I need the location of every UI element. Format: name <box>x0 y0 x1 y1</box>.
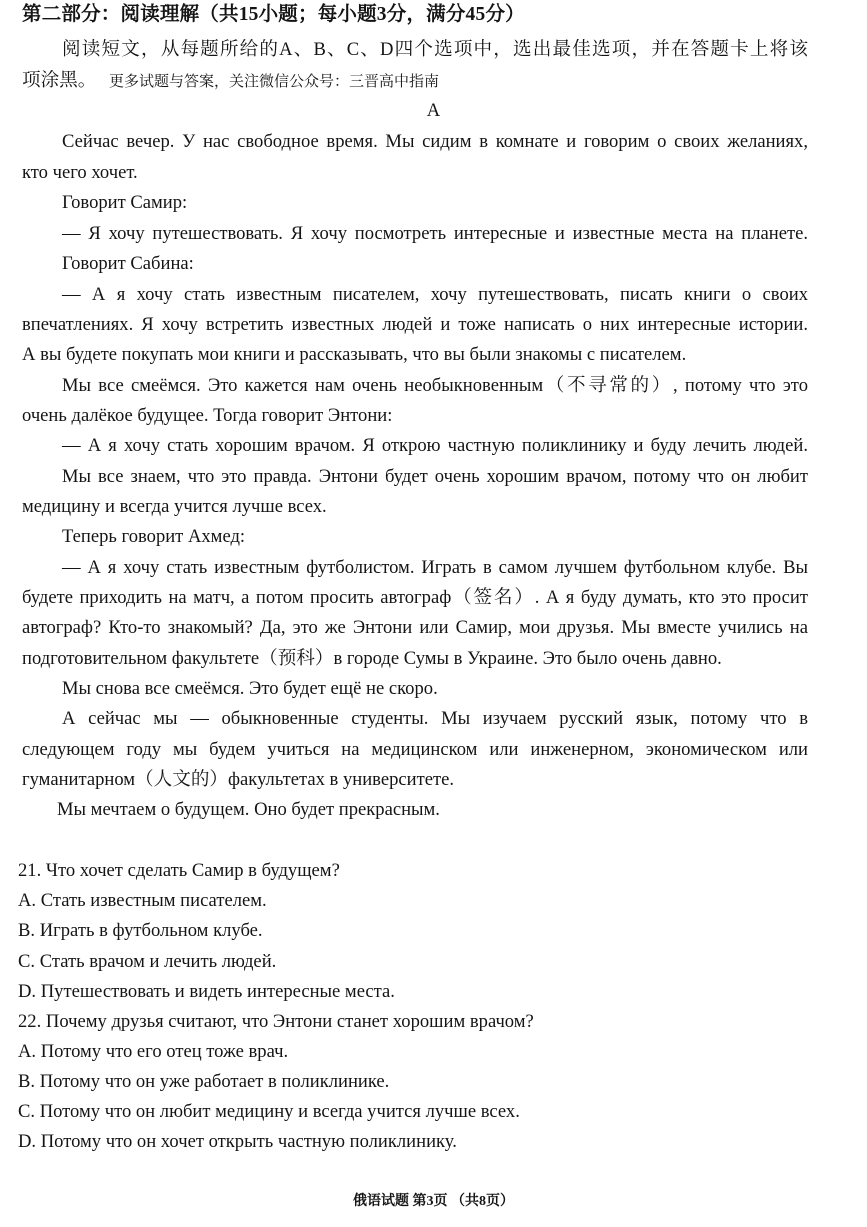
passage-line: следующем году мы будем учиться на медицинском или инженерном, экономическом или <box>22 739 808 760</box>
question-22-option-b: B. Потому что он уже работает в поликлинике. <box>18 1071 390 1092</box>
section-heading: 第二部分：阅读理解（共15小题；每小题3分，满分45分） <box>22 4 525 25</box>
passage-line: гуманитарном（人文的）факультетах в университете. <box>22 769 454 790</box>
question-21-option-d: D. Путешествовать и видеть интересные места. <box>18 981 395 1002</box>
question-22-option-a: A. Потому что его отец тоже врач. <box>18 1041 289 1062</box>
passage-line: Теперь говорит Ахмед: <box>62 526 246 547</box>
question-22-option-c: C. Потому что он любит медицину и всегда учится лучше всех. <box>18 1101 520 1122</box>
question-21-option-b: B. Играть в футбольном клубе. <box>18 920 263 941</box>
instruction-line-2 <box>22 69 439 94</box>
passage-line: Говорит Самир: <box>62 192 188 213</box>
page-footer: 俄语试题 第3页 （共8页） <box>353 1194 514 1209</box>
passage-line: А сейчас мы — обыкновенные студенты. Мы изучаем русский язык, потому что в <box>62 708 808 729</box>
passage-line: очень далёкое будущее. Тогда говорит Энтони: <box>22 405 393 426</box>
question-21-stem: 21. Что хочет сделать Самир в будущем? <box>18 860 340 881</box>
passage-line: — А я хочу стать известным футболистом. Играть в самом лучшем футбольном клубе. Вы <box>62 557 808 578</box>
promo-note: 更多试题与答案，关注微信公众号：三晋高中指南 <box>109 74 440 90</box>
passage-line: автограф? Кто-то знакомый? Да, это же Энтони или Самир, мои друзья. Мы вместе учились на <box>22 617 808 638</box>
passage-line: — А я хочу стать хорошим врачом. Я открою частную поликлинику и буду лечить людей. <box>62 435 808 456</box>
passage-line: Мы все знаем, что это правда. Энтони будет очень хорошим врачом, потому что он любит <box>62 466 808 487</box>
passage-line: — Я хочу путешествовать. Я хочу посмотреть интересные и известные места на планете. <box>62 223 808 244</box>
instruction-end: 项涂黑。 <box>22 70 97 91</box>
passage-label: A <box>426 100 441 121</box>
question-21-option-a: A. Стать известным писателем. <box>18 890 267 911</box>
passage-line: — А я хочу стать известным писателем, хочу путешествовать, писать книги о своих <box>62 284 808 305</box>
passage-line: кто чего хочет. <box>22 162 138 183</box>
passage-line: Говорит Сабина: <box>62 253 194 274</box>
instruction-line-1: 阅读短文，从每题所给的A、B、C、D四个选项中，选出最佳选项，并在答题卡上将该 <box>62 39 808 60</box>
passage-line: подготовительном факультете（预科）в городе Сумы в Украине. Это было очень давно. <box>22 648 722 669</box>
passage-line: Мы снова все смеёмся. Это будет ещё не скоро. <box>62 678 438 699</box>
passage-line: Мы мечтаем о будущем. Оно будет прекрасным. <box>57 799 440 820</box>
passage-line: впечатлениях. Я хочу встретить известных людей и тоже написать о них интересные истории. <box>22 314 808 335</box>
question-22-stem: 22. Почему друзья считают, что Энтони станет хорошим врачом? <box>18 1011 534 1032</box>
passage-line: Сейчас вечер. У нас свободное время. Мы сидим в комнате и говорим о своих желаниях, <box>62 131 808 152</box>
passage-line: будете приходить на матч, а потом просить автограф（签名）. А я буду думать, кто это просит <box>22 587 808 608</box>
passage-line: Мы все смеёмся. Это кажется нам очень необыкновенным（不寻常的）, потому что это <box>62 375 808 396</box>
question-22-option-d: D. Потому что он хочет открыть частную поликлинику. <box>18 1131 457 1152</box>
question-21-option-c: C. Стать врачом и лечить людей. <box>18 951 277 972</box>
passage-line: А вы будете покупать мои книги и рассказывать, что вы были знакомы с писателем. <box>22 344 687 365</box>
passage-line: медицину и всегда учится лучше всех. <box>22 496 327 517</box>
